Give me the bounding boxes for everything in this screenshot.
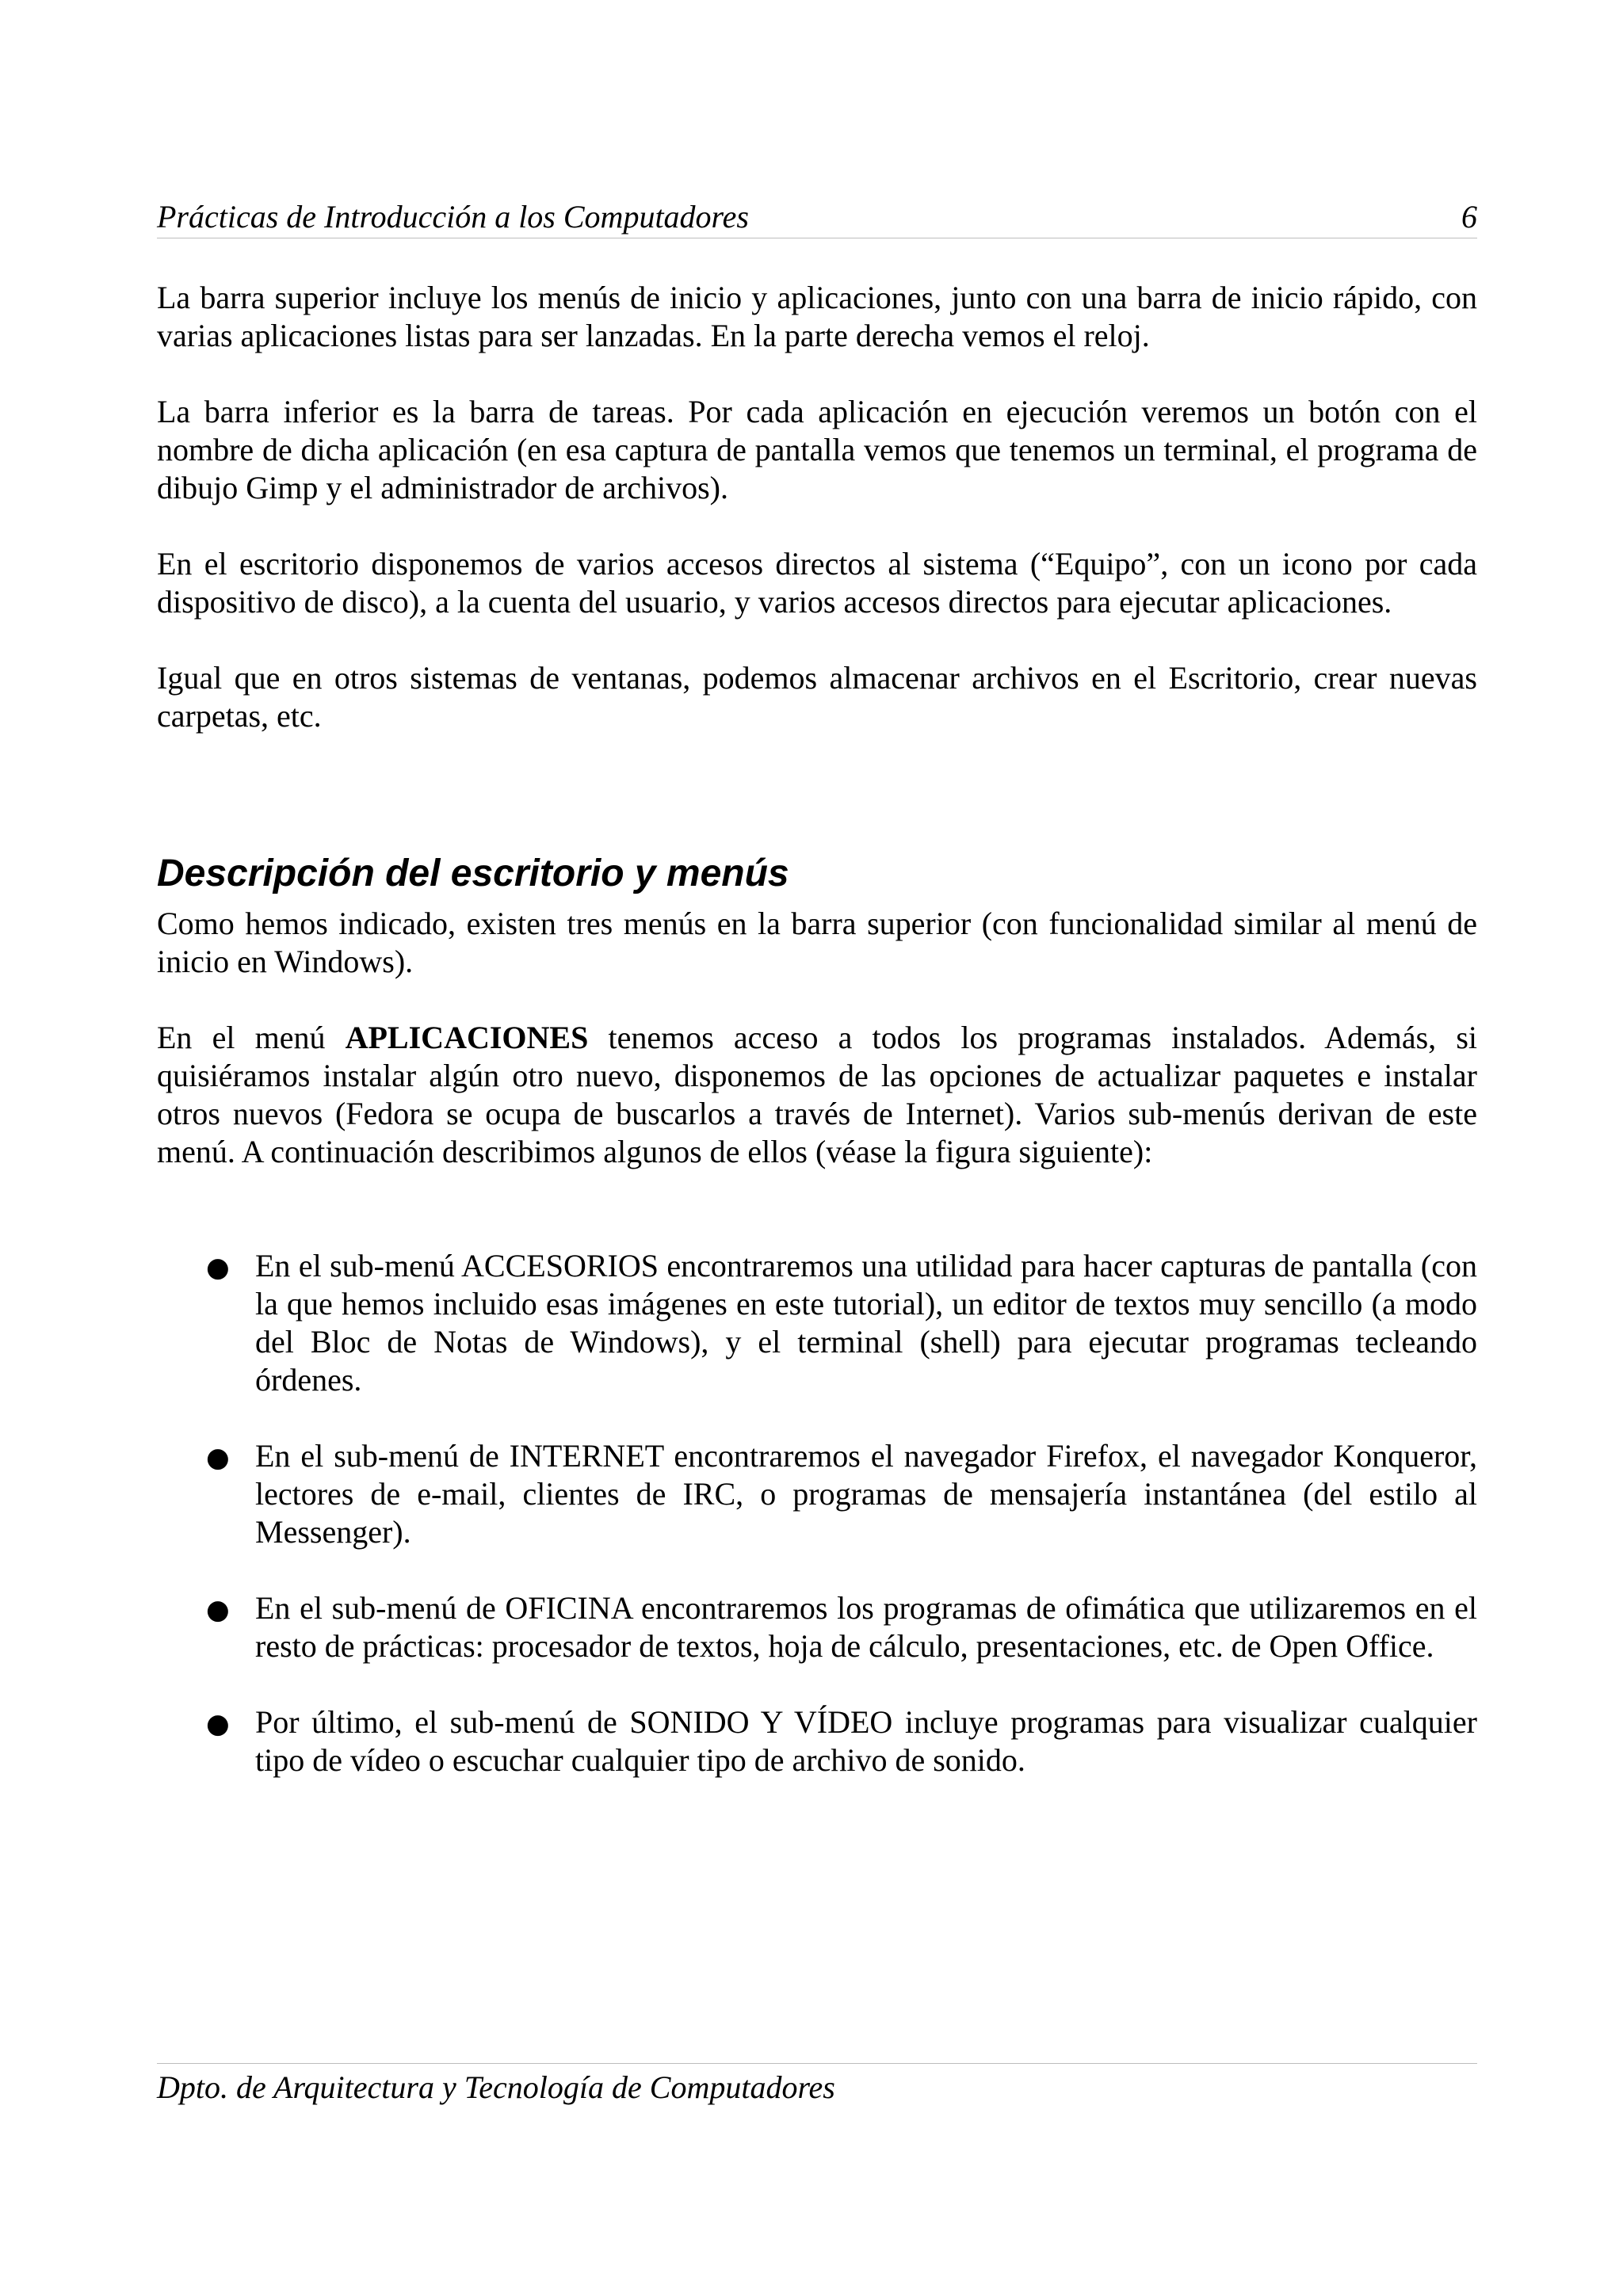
paragraph-menus-intro: Como hemos indicado, existen tres menús en la barra superior (con funcionalidad similar al menú de inicio en Windows).	[157, 906, 1477, 979]
list-item-text: En el sub-menú de INTERNET encontraremos el navegador Firefox, el navegador Konqueror, lectores de e-mail, clientes de IRC, o programas de mensajería instantánea (del estilo al Messenger).	[255, 1438, 1477, 1550]
page-footer	[157, 2063, 1477, 2108]
header-title: Prácticas de Introducción a los Computadores	[157, 199, 749, 235]
list-item-text: Por último, el sub-menú de SONIDO Y VÍDEO incluye programas para visualizar cualquier tipo de vídeo o escuchar cualquier tipo de archivo de sonido.	[255, 1704, 1477, 1778]
aplicaciones-bold-term: APLICACIONES	[345, 1020, 589, 1055]
page-content	[157, 279, 1477, 1817]
paragraph-aplicaciones	[157, 1019, 1477, 1171]
page-header	[157, 196, 1477, 238]
paragraph-desktop-shortcuts: En el escritorio disponemos de varios accesos directos al sistema (“Equipo”, con un icono por cada dispositivo de disco), a la cuenta del usuario, y varios accesos directos para ejecutar aplicaciones.	[157, 546, 1477, 620]
paragraph-aplicaciones-rest: tenemos acceso a todos los programas instalados. Además, si quisiéramos instalar algún otro nuevo, disponemos de las opciones de actualizar paquetes e instalar otros nuevos (Fedora se ocupa de buscarlos a través de Internet). Varios sub-menús derivan de este menú. A continuación describimos algunos de ellos (véase la figura siguiente):	[157, 1020, 1477, 1169]
list-item	[157, 1589, 1477, 1665]
list-item	[157, 1247, 1477, 1399]
footer-text: Dpto. de Arquitectura y Tecnología de Computadores	[157, 2069, 835, 2105]
bullet-icon: ●	[206, 1442, 230, 1474]
submenu-bullet-list	[157, 1247, 1477, 1779]
paragraph-desktop-files: Igual que en otros sistemas de ventanas, podemos almacenar archivos en el Escritorio, crear nuevas carpetas, etc.	[157, 660, 1477, 734]
section-heading: Descripción del escritorio y menús	[157, 852, 789, 894]
bullet-icon: ●	[206, 1252, 230, 1283]
paragraph-top-bar: La barra superior incluye los menús de inicio y aplicaciones, junto con una barra de inicio rápido, con varias aplicaciones listas para ser lanzadas. En la parte derecha vemos el reloj.	[157, 280, 1477, 353]
paragraph-aplicaciones-start: En el menú	[157, 1020, 346, 1055]
bullet-icon: ●	[206, 1594, 230, 1626]
list-item-text: En el sub-menú de OFICINA encontraremos los programas de ofimática que utilizaremos en el resto de prácticas: procesador de textos, hoja de cálculo, presentaciones, etc. de Open Office.	[255, 1590, 1477, 1664]
list-item-text: En el sub-menú ACCESORIOS encontraremos una utilidad para hacer capturas de pantalla (con la que hemos incluido esas imágenes en este tutorial), un editor de textos muy sencillo (a modo del Bloc de Notas de Windows), y el terminal (shell) para ejecutar programas tecleando órdenes.	[255, 1248, 1477, 1398]
list-item	[157, 1703, 1477, 1779]
list-item	[157, 1437, 1477, 1551]
bullet-icon: ●	[206, 1708, 230, 1740]
paragraph-taskbar: La barra inferior es la barra de tareas. Por cada aplicación en ejecución veremos un botón con el nombre de dicha aplicación (en esa captura de pantalla vemos que tenemos un terminal, el programa de dibujo Gimp y el administrador de archivos).	[157, 394, 1477, 505]
page-number: 6	[1461, 199, 1477, 235]
